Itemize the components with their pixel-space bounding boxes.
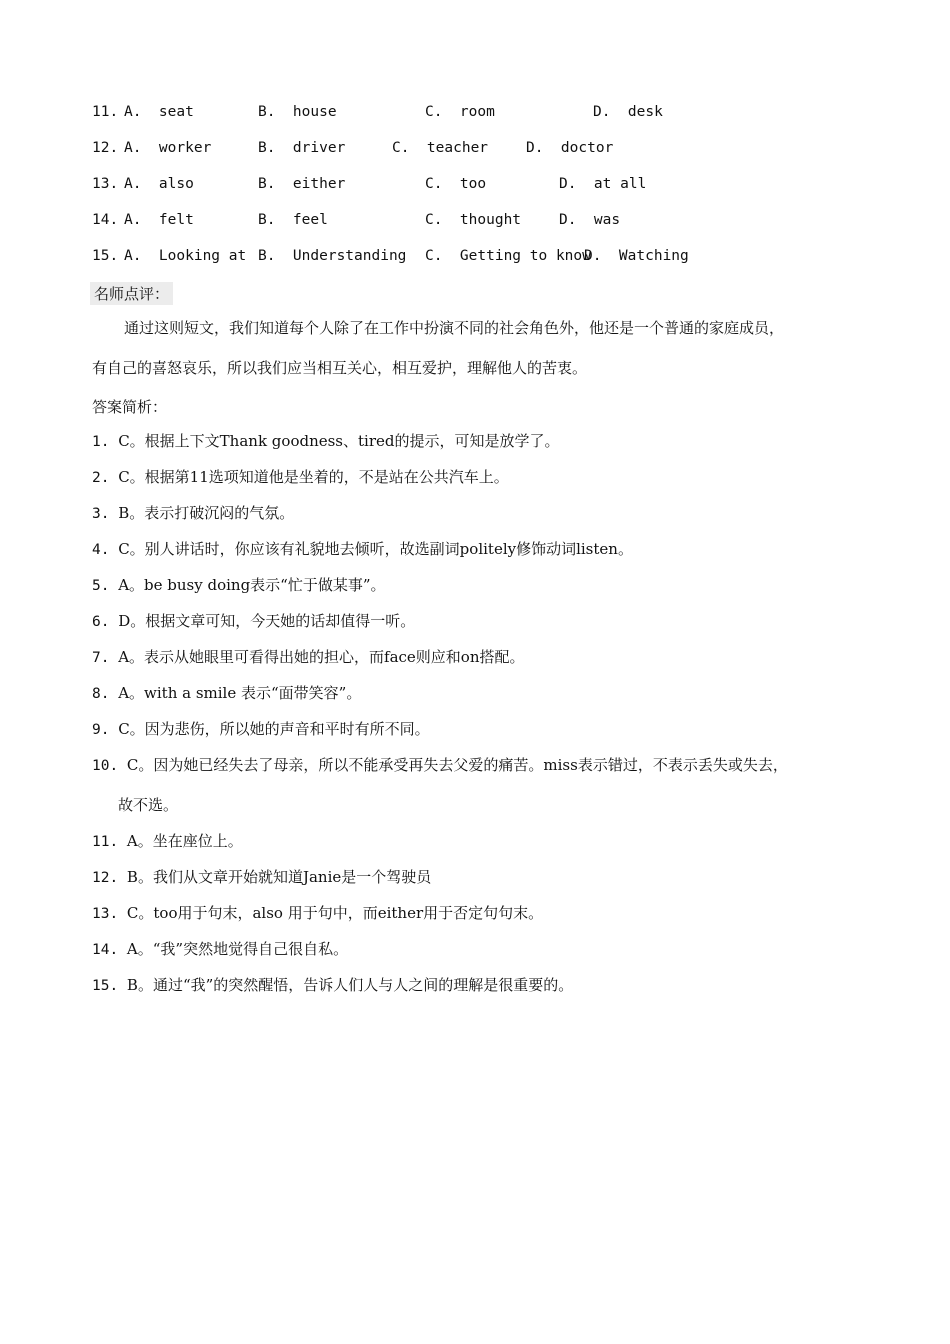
answer-text: A。with a smile 表示“面带笑容”。 [118, 684, 362, 702]
option-b: B. house [258, 104, 337, 120]
option-row-15 [92, 248, 689, 268]
question-number: 13. [92, 176, 119, 192]
answer-text: B。我们从文章开始就知道Janie是一个驾驶员 [126, 868, 432, 886]
answer-text: A。be busy doing表示“忙于做某事”。 [118, 576, 386, 594]
comment-heading: 名师点评： [90, 282, 173, 305]
question-number: 11. [92, 104, 119, 120]
answer-item-9 [92, 718, 430, 739]
answer-text: C。根据上下文Thank goodness、tired的提示，可知是放学了。 [118, 432, 560, 450]
option-c: C. Getting to know [425, 248, 591, 264]
answer-text: C。别人讲话时，你应该有礼貌地去倾听，故选副词politely修饰动词listen。 [118, 540, 633, 558]
option-d: D. desk [593, 104, 663, 120]
option-a: A. felt [124, 212, 194, 228]
option-d: D. was [559, 212, 621, 228]
option-b: B. either [258, 176, 346, 192]
answer-number: 2. [92, 470, 119, 486]
answer-item-11 [92, 830, 243, 851]
option-b: B. feel [258, 212, 328, 228]
option-a: A. Looking at [124, 248, 247, 264]
option-b: B. driver [258, 140, 346, 156]
option-d: D. at all [559, 176, 647, 192]
comment-line-1: 通过这则短文，我们知道每个人除了在工作中扮演不同的社会角色外，他还是一个普通的家庭成员， [124, 319, 785, 337]
option-b: B. Understanding [258, 248, 407, 264]
answer-text: A。表示从她眼里可看得出她的担心，而face则应和on搭配。 [118, 648, 525, 666]
answer-item-13 [92, 902, 543, 923]
answer-number: 8. [92, 686, 119, 702]
answer-item-2 [92, 466, 509, 487]
option-a: A. worker [124, 140, 212, 156]
answer-item-8 [92, 682, 361, 703]
answer-number: 1. [92, 434, 119, 450]
analysis-heading: 答案简析： [92, 398, 168, 416]
answer-number: 14. [92, 942, 127, 958]
answer-number: 15. [92, 978, 127, 994]
option-c: C. room [425, 104, 495, 120]
answer-text: A。“我”突然地觉得自己很自私。 [126, 940, 349, 958]
answer-number: 13. [92, 906, 127, 922]
answer-number: 5. [92, 578, 119, 594]
answer-item-10-continuation: 故不选。 [118, 796, 179, 814]
answer-text: C。根据第11选项知道他是坐着的，不是站在公共汽车上。 [118, 468, 509, 486]
question-number: 12. [92, 140, 119, 156]
answer-item-3 [92, 502, 294, 523]
answer-number: 7. [92, 650, 119, 666]
answer-number: 4. [92, 542, 119, 558]
option-d: D. Watching [584, 248, 689, 264]
answer-item-15 [92, 974, 573, 995]
comment-line-2: 有自己的喜怒哀乐，所以我们应当相互关心，相互爱护，理解他人的苦衷。 [92, 359, 588, 377]
option-row-11 [92, 104, 663, 124]
answer-item-10 [92, 754, 788, 775]
answer-text: C。因为她已经失去了母亲，所以不能承受再失去父爱的痛苦。miss表示错过，不表示丢失或失去， [126, 756, 788, 774]
option-a: A. seat [124, 104, 194, 120]
option-c: C. thought [425, 212, 522, 228]
answer-item-14 [92, 938, 348, 959]
answer-number: 3. [92, 506, 119, 522]
answer-item-6 [92, 610, 415, 631]
option-d: D. doctor [526, 140, 614, 156]
answer-text: B。通过“我”的突然醒悟，告诉人们人与人之间的理解是很重要的。 [126, 976, 574, 994]
answer-item-12 [92, 866, 431, 887]
answer-text: B。表示打破沉闷的气氛。 [118, 504, 295, 522]
answer-item-4 [92, 538, 633, 559]
answer-number: 11. [92, 834, 127, 850]
option-row-13 [92, 176, 647, 196]
question-number: 14. [92, 212, 119, 228]
answer-item-5 [92, 574, 386, 595]
option-row-12 [92, 140, 614, 160]
option-c: C. teacher [392, 140, 489, 156]
option-a: A. also [124, 176, 194, 192]
answer-item-7 [92, 646, 525, 667]
answer-text: D。根据文章可知，今天她的话却值得一听。 [118, 612, 416, 630]
answer-number: 6. [92, 614, 119, 630]
answer-number: 12. [92, 870, 127, 886]
answer-text: C。too用于句末，also 用于句中，而either用于否定句句末。 [126, 904, 544, 922]
answer-number: 9. [92, 722, 119, 738]
answer-text: A。坐在座位上。 [126, 832, 243, 850]
question-number: 15. [92, 248, 119, 264]
answer-item-1 [92, 430, 559, 451]
answer-text: C。因为悲伤，所以她的声音和平时有所不同。 [118, 720, 430, 738]
option-c: C. too [425, 176, 487, 192]
answer-number: 10. [92, 758, 127, 774]
option-row-14 [92, 212, 621, 232]
